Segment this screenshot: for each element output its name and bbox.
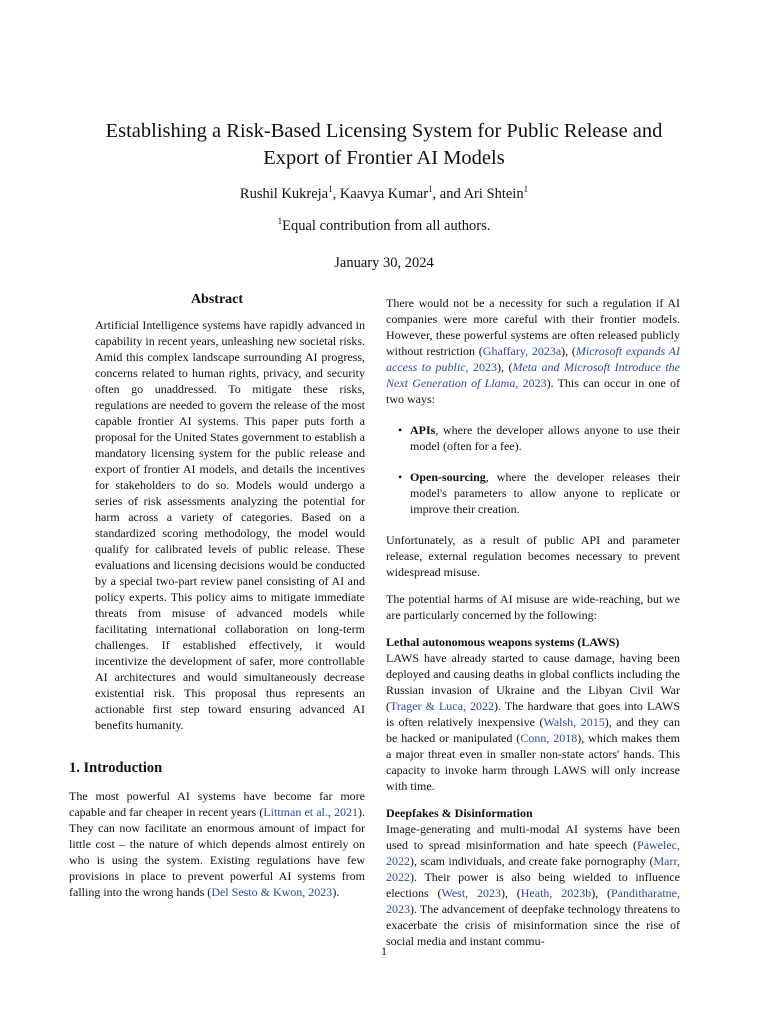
release-methods-list: [386, 422, 680, 517]
paragraph-laws: LAWS have already started to cause damage, having been deployed and causing deaths in global conflicts including the Russian invasion of Ukraine and the Libyan Civil War (Trager & Luca, 2022). The hardware that goes into LAWS is often relatively inexpensive (Walsh, 2015), and they can be hacked or manipulated (Conn, 2018), which makes them a major threat even in smaller non-state actors' hands. This capacity to invoke harm through LAWS will only increase with time.: [386, 651, 681, 793]
citation-link[interactable]: Walsh, 2015: [543, 715, 605, 729]
citation-link[interactable]: Marr, 2022: [386, 854, 680, 884]
citation-link[interactable]: Meta and Microsoft Introduce the Next Generation of Llama: [386, 360, 680, 390]
affiliation-mark: 1: [523, 184, 529, 195]
citation-link[interactable]: Microsoft expands AI access to public: [386, 344, 680, 374]
citation-link[interactable]: , 2023: [515, 376, 547, 390]
affiliation-mark: 1: [428, 184, 433, 195]
intro-paragraph: The most powerful AI systems have become far more capable and far cheaper in recent years (Littman et al., 2021). They can now facilitate an enormous amount of impact for little cost – the nature of which depends almost entirely on who is using the system. Existing regulations have few provisions in place to prevent powerful AI systems from falling into the wrong hands (Del Sesto & Kwon, 2023).: [69, 789, 365, 899]
title-line-1: Establishing a Risk-Based Licensing System for Public Release and: [105, 120, 663, 142]
abstract-text: Artificial Intelligence systems have rapidly advanced in capability in recent years, unleashing new societal risks. Amid this complex landscape surrounding AI progress, concerns related to human rights, privacy, and security often go unaddressed. To mitigate these risks, regulations are needed to govern the release of the most capable frontier AI systems. This paper puts forth a proposal for the United States government to establish a mandatory licensing system for the public release and export of frontier AI models, and details the incentives for stakeholders to do so. Models would undergo a series of risk assessments analyzing the potential for harm across a variety of categories. Based on a standardized scoring methodology, the model would qualify for calibrated levels of public release. These evaluations and licensing decisions would be conducted by a special two-part review panel consisting of AI and policy experts. This policy aims to mitigate immediate threats from misuse of advanced models while facilitating international collaboration on long-term challenges. If established effectively, it would incentivize the development of safer, more controllable AI architectures and would simultaneously decrease existential risk. This proposal thus represents an actionable first step toward ensuring advanced AI benefits humanity.: [95, 318, 365, 732]
list-item: • Open-sourcing, where the developer releases their model's parameters to allow anyone to replicate or improve their creation.: [398, 470, 680, 516]
citation-link[interactable]: Conn, 2018: [520, 731, 578, 745]
page-number: 1: [381, 944, 387, 958]
author-name: Kaavya Kumar: [339, 186, 429, 202]
paragraph-harms: The potential harms of AI misuse are wide-reaching, but we are particularly concerned by the following:: [386, 592, 680, 622]
abstract-heading: Abstract: [190, 292, 244, 307]
bullet-marker: •: [398, 470, 403, 484]
citation-link[interactable]: Heath, 2023b: [520, 886, 592, 900]
title-line-2: Export of Frontier AI Models: [263, 147, 505, 169]
contribution-note: [0, 218, 768, 235]
citation-link[interactable]: West, 2023: [441, 886, 501, 900]
right-column: [386, 295, 680, 949]
author-name: Ari Shtein: [463, 186, 524, 202]
citation-link[interactable]: Ghaffary, 2023a: [482, 344, 562, 358]
citation-link[interactable]: Littman et al., 2021: [263, 805, 358, 819]
note-text: Equal contribution from all authors.: [282, 218, 491, 234]
author-name: Rushil Kukreja: [239, 186, 329, 202]
paragraph-regulation: Unfortunately, as a result of public API and parameter release, external regulation becomes necessary to prevent widespread misuse.: [386, 533, 680, 579]
subheading-laws: Lethal autonomous weapons systems (LAWS): [386, 635, 620, 649]
paragraph-deepfakes: Image-generating and multi-modal AI systems have been used to spread misinformation and hate speech (Pawelec, 2022), scam individuals, and create fake pornography (Marr, 2022). Their power is also being wielded to influence elections (West, 2023), (Heath, 2023b), (Panditharatne, 2023). The advancement of deepfake technology threatens to exacerbate the crisis of misinformation since the rise of social media and instant commu-: [386, 822, 680, 948]
citation-link[interactable]: Panditharatne, 2023: [386, 886, 680, 916]
paper-title: [60, 118, 708, 172]
citation-link[interactable]: Trager & Luca, 2022: [390, 699, 494, 713]
subheading-deepfakes: Deepfakes & Disinformation: [386, 806, 533, 820]
author-list: Rushil Kukreja$^1$, Kaavya Kumar$^1$, and Ari Shtein$^1$: [239, 184, 529, 202]
list-item: • APIs, where the developer allows anyone to use their model (often for a fee).: [398, 423, 680, 453]
paper-date: January 30, 2024: [334, 255, 434, 271]
citation-link[interactable]: , 2023: [465, 360, 497, 374]
bullet-marker: •: [398, 423, 403, 437]
affiliation-mark: 1: [328, 184, 333, 195]
note-mark: 1: [277, 216, 283, 227]
section-heading-introduction: 1. Introduction: [69, 760, 163, 776]
left-column: [69, 292, 365, 900]
paragraph-release: There would not be a necessity for such a regulation if AI companies were more careful with their frontier models. However, these powerful systems are often released publicly without restriction (Ghaffary, 2023a), (Microsoft expands AI access to public, 2023), (Meta and Microsoft Introduce the Next Generation of Llama, 2023). This can occur in one of two ways:: [386, 296, 681, 406]
citation-link[interactable]: Pawelec, 2022: [386, 838, 680, 868]
citation-link[interactable]: Del Sesto & Kwon, 2023: [211, 885, 333, 899]
